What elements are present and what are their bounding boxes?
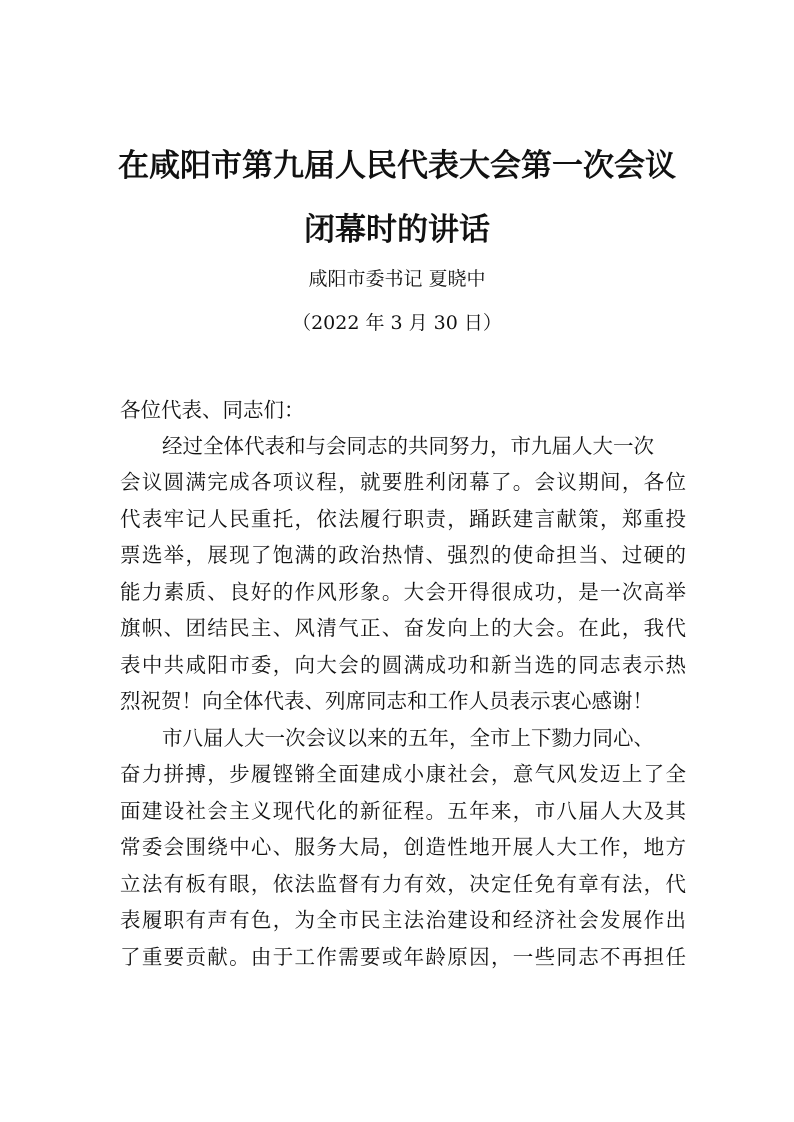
paragraph-1-line-6: 旗帜、团结民主、风清气正、奋发向上的大会。在此，我代 bbox=[120, 616, 686, 640]
paragraph-1-line-2: 会议圆满完成各项议程，就要胜利闭幕了。会议期间，各位 bbox=[120, 470, 686, 494]
paragraph-2-line-1: 市八届人大一次会议以来的五年，全市上下勠力同心、 bbox=[162, 726, 654, 750]
paragraph-2-line-7: 了重要贡献。由于工作需要或年龄原因，一些同志不再担任 bbox=[120, 945, 686, 969]
paragraph-2-line-5: 立法有板有眼，依法监督有力有效，决定任免有章有法，代 bbox=[120, 872, 686, 896]
paragraph-2-line-3: 面建设社会主义现代化的新征程。五年来，市八届人大及其 bbox=[120, 799, 686, 823]
paragraph-2-line-6: 表履职有声有色，为全市民主法治建设和经济社会发展作出 bbox=[120, 908, 686, 932]
paragraph-1-line-5: 能力素质、良好的作风形象。大会开得很成功，是一次高举 bbox=[120, 580, 686, 604]
paragraph-2-line-4: 常委会围绕中心、服务大局，创造性地开展人大工作，地方 bbox=[120, 835, 686, 859]
date-line: （2022 年 3 月 30 日） bbox=[292, 312, 502, 334]
salutation: 各位代表、同志们： bbox=[120, 398, 305, 422]
paragraph-1-line-1: 经过全体代表和与会同志的共同努力，市九届人大一次 bbox=[162, 434, 654, 458]
author-line: 咸阳市委书记 夏晓中 bbox=[308, 268, 486, 290]
paragraph-2-line-2: 奋力拼搏，步履铿锵全面建成小康社会，意气风发迈上了全 bbox=[120, 762, 686, 786]
title-line-2: 闭幕时的讲话 bbox=[304, 212, 490, 248]
paragraph-1-line-3: 代表牢记人民重托，依法履行职责，踊跃建言献策，郑重投 bbox=[120, 507, 686, 531]
title-line-1: 在咸阳市第九届人民代表大会第一次会议 bbox=[118, 148, 676, 184]
paragraph-1-line-7: 表中共咸阳市委，向大会的圆满成功和新当选的同志表示热 bbox=[120, 653, 686, 677]
paragraph-1-line-4: 票选举，展现了饱满的政治热情、强烈的使命担当、过硬的 bbox=[120, 543, 686, 567]
paragraph-1-line-8: 烈祝贺！向全体代表、列席同志和工作人员表示衷心感谢！ bbox=[120, 689, 653, 713]
